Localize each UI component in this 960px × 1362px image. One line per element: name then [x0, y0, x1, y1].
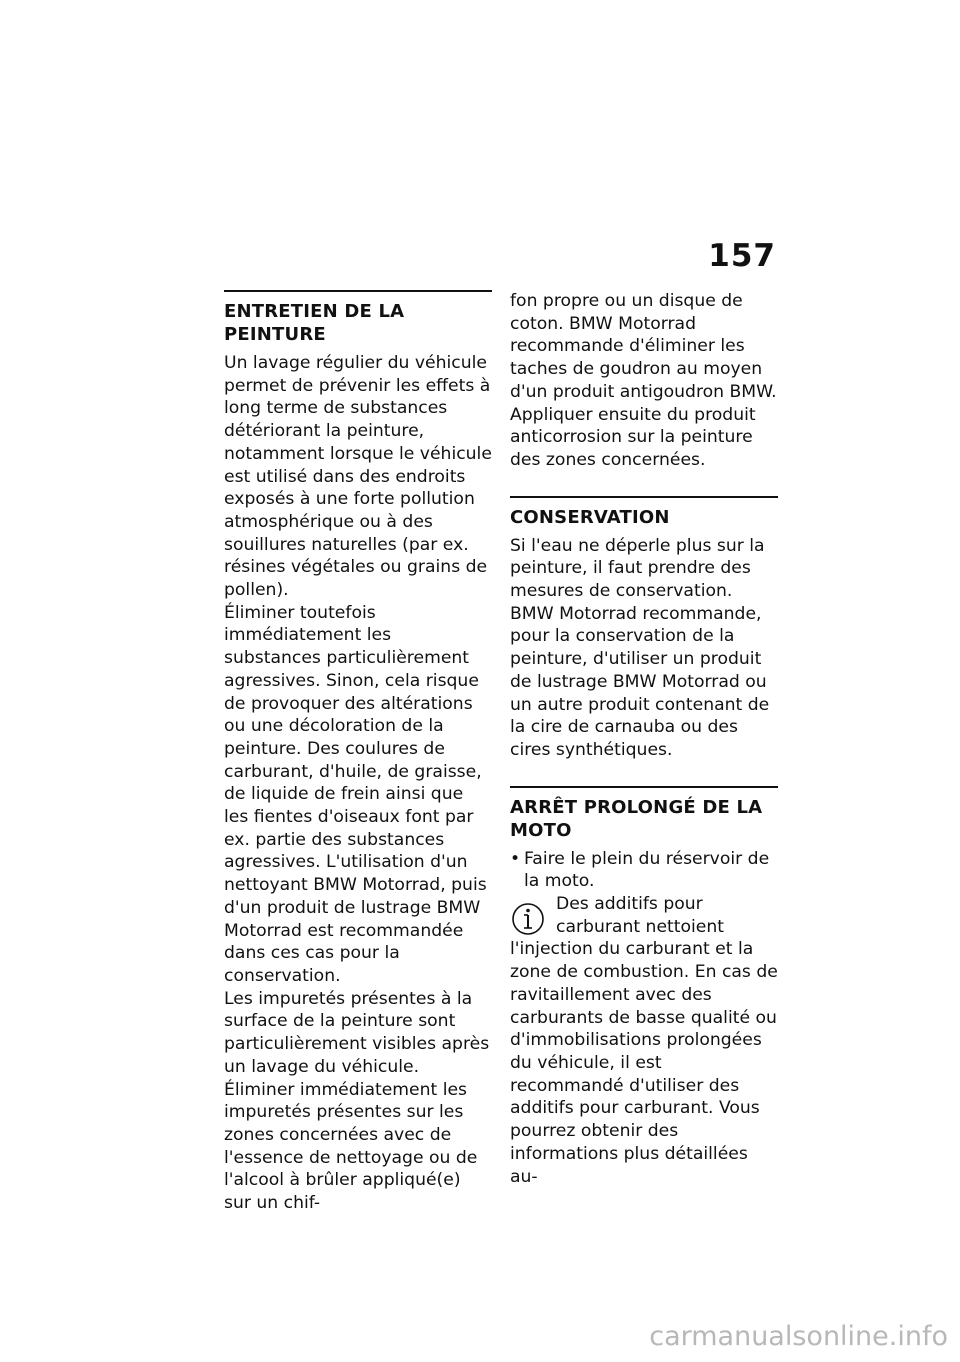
left-column [224, 290, 492, 1215]
page-number: 157 [708, 238, 776, 274]
note-text: Des additifs pour carburant nettoient l'injection du carburant et la zone de combustion. En cas de ravitaillement avec des carburants de basse qualité ou d'immobilisations prolongées du véhicule, il est recommandé d'utiliser des additifs pour carburant. Vous pourrez obtenir des informations plus détaillées au- [510, 894, 778, 1187]
info-icon [510, 901, 546, 937]
list-item [510, 848, 778, 893]
bullet-text: Faire le plein du réservoir de la moto. [524, 848, 770, 892]
info-note [510, 893, 778, 1188]
section-divider [510, 496, 778, 498]
paragraph: BMW Motorrad recommande, pour la conservation de la peinture, d'utiliser un produit de lustrage BMW Motorrad ou un autre produit contenant de la cire de carnauba ou des cires synthétiques. [510, 603, 770, 760]
paragraph: Les impuretés présentes à la surface de la peinture sont particulièrement visibles après un lavage du véhicule. Éliminer immédiatement les impuretés présentes sur les zones concernées avec de l'essence de nettoyage ou de l'alcool à brûler appliqué(e) sur un chif- [224, 988, 490, 1214]
paragraph-continuation: fon propre ou un disque de coton. BMW Motorrad recommande d'éliminer les taches de goudron au moyen d'un produit antigoudron BMW. Appliquer ensuite du produit anticorrosion sur la peinture des zones concernées. [510, 291, 777, 470]
bullet-icon: • [510, 848, 521, 869]
section-divider [224, 290, 492, 292]
paragraph: Un lavage régulier du véhicule permet de prévenir les effets à long terme de substances détériorant la peinture, notamment lorsque le véhicule est utilisé dans des endroits exposés à une forte pollution atmosphérique ou à des souillures naturelles (par ex. résines végétales ou grains de pollen). [224, 353, 492, 601]
section-title-conservation: CONSERVATION [510, 506, 670, 528]
paragraph: Éliminer toutefois immédiatement les substances particulièrement agressives. Sinon, cela risque de provoquer des altérations ou une décoloration de la peinture. Des coulures de carburant, d'huile, de graisse, de liquide de frein ainsi que les fientes d'oiseaux font par ex. partie des substances agressives. L'utilisation d'un nettoyant BMW Motorrad, puis d'un produit de lustrage BMW Motorrad est recommandée dans ces cas pour la conservation. [224, 602, 487, 986]
section-divider [510, 786, 778, 788]
paragraph: Si l'eau ne déperle plus sur la peinture, il faut prendre des mesures de conservation. [510, 535, 765, 602]
section-title-entretien: ENTRETIEN DE LA PEINTURE [224, 301, 405, 345]
watermark: carmanualsonline.info [649, 1321, 948, 1352]
section-title-arret: ARRÊT PROLONGÉ DE LA MOTO [510, 796, 763, 841]
right-column [510, 290, 778, 1188]
